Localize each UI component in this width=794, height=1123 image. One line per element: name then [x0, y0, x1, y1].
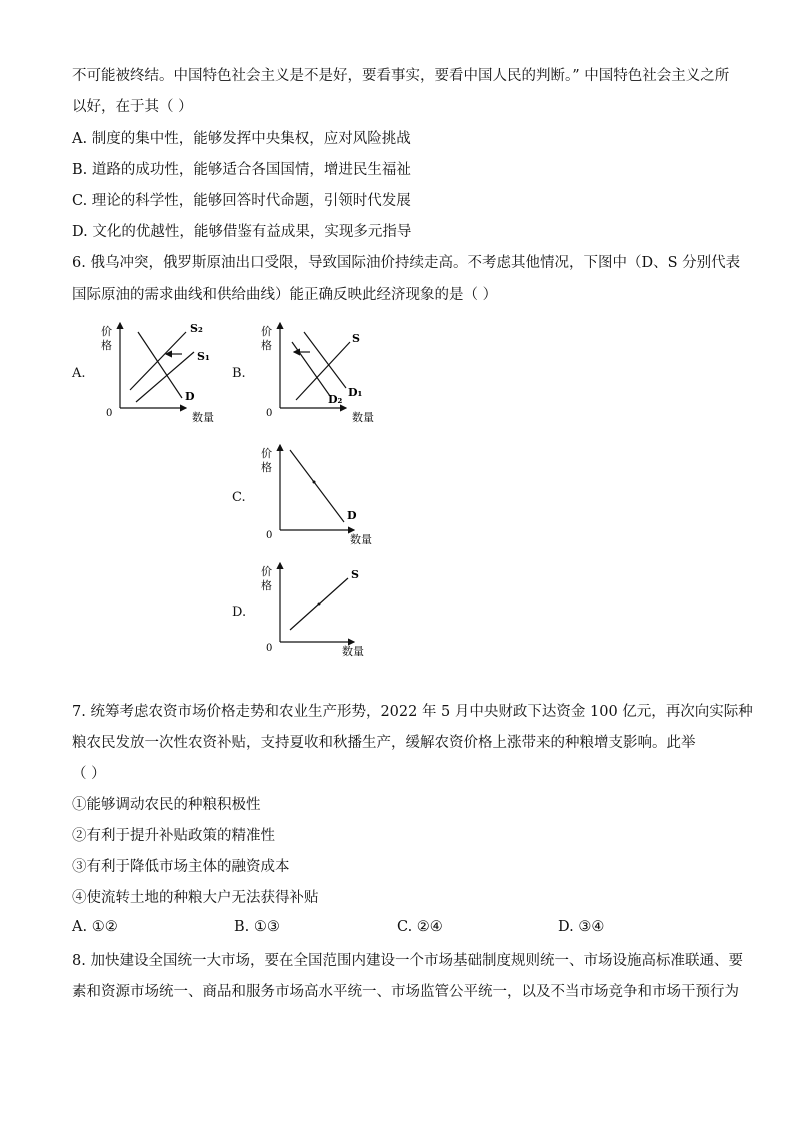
label-d1: D₁ [348, 386, 363, 399]
axis-x-label: 数量 [350, 533, 372, 546]
q7-statement-4: ④使流转土地的种粮大户无法获得补贴 [72, 890, 319, 906]
graph-d-letter: D. [232, 605, 247, 620]
q7-option-d: D. ③④ [558, 919, 605, 935]
q5-stem-line1: 不可能被终结。中国特色社会主义是不是好，要看事实，要看中国人民的判断。” 中国特色社会主义之所 [72, 68, 730, 84]
origin-label: 0 [106, 408, 113, 419]
q5-option-c: C. 理论的科学性，能够回答时代命题，引领时代发展 [72, 193, 411, 209]
q5-option-b: B. 道路的成功性，能够适合各国国情，增进民生福祉 [72, 162, 411, 178]
axis-y-bottom: 格 [101, 339, 112, 352]
label-d2: D₂ [328, 393, 343, 406]
curve-d [138, 332, 182, 398]
axis-y-top: 价 [261, 565, 272, 578]
axis-x-label: 数量 [352, 411, 374, 424]
graph-b [256, 318, 386, 430]
curve-point [313, 481, 316, 484]
q7-option-b: B. ①③ [234, 919, 280, 935]
label-s2: S₂ [190, 322, 203, 335]
q7-option-a: A. ①② [72, 919, 118, 935]
label-s1: S₁ [197, 350, 210, 363]
q7-option-c: C. ②④ [397, 919, 443, 935]
q6-stem-line2: 国际原油的需求曲线和供给曲线）能正确反映此经济现象的是（ ） [72, 287, 498, 303]
q7-stem-line2: 粮农民发放一次性农资补贴，支持夏收和秋播生产，缓解农资价格上涨带来的种粮增支影响。此举 [72, 735, 696, 751]
axis-y-bottom: 格 [261, 461, 272, 474]
q7-stem-line1: 7. 统筹考虑农资市场价格走势和农业生产形势，2022 年 5 月中央财政下达资金 100 亿元，再次向实际种 [72, 704, 753, 720]
label-s: S [352, 332, 360, 345]
q6-stem-line1: 6. 俄乌冲突，俄罗斯原油出口受限，导致国际油价持续走高。不考虑其他情况，下图中（D、S 分别代表 [72, 255, 741, 271]
axis-y-top: 价 [261, 325, 272, 338]
axis-y-bottom: 格 [261, 579, 272, 592]
graph-b-letter: B. [232, 366, 246, 381]
curve-point [318, 603, 321, 606]
q7-stem-line3: （ ） [72, 766, 106, 782]
origin-label: 0 [266, 643, 273, 654]
q7-statement-2: ②有利于提升补贴政策的精准性 [72, 828, 275, 844]
curve-d1 [304, 332, 346, 388]
graph-d [256, 558, 386, 670]
axis-y-top: 价 [101, 325, 112, 338]
q8-stem-line1: 8. 加快建设全国统一大市场，要在全国范围内建设一个市场基础制度规则统一、市场设施高标准联通、要 [72, 953, 743, 969]
label-s: S [351, 568, 359, 581]
q7-statement-3: ③有利于降低市场主体的融资成本 [72, 859, 290, 875]
origin-label: 0 [266, 408, 273, 419]
graph-a [96, 318, 226, 430]
curve-d [290, 450, 344, 522]
graph-a-letter: A. [72, 366, 86, 381]
graph-c-letter: C. [232, 490, 246, 505]
axis-y-top: 价 [261, 447, 272, 460]
axis-x-label: 数量 [192, 411, 214, 424]
axis-x-label: 数量 [342, 645, 364, 658]
q5-option-a: A. 制度的集中性，能够发挥中央集权，应对风险挑战 [72, 131, 411, 147]
label-d: D [185, 390, 195, 403]
axis-y-bottom: 格 [261, 339, 272, 352]
q5-option-d: D. 文化的优越性，能够借鉴有益成果，实现多元指导 [72, 224, 412, 240]
label-d: D [347, 509, 357, 522]
q5-stem-line2: 以好，在于其（ ） [72, 99, 193, 115]
curve-s [296, 342, 350, 400]
graph-c [256, 440, 386, 552]
q7-statement-1: ①能够调动农民的种粮积极性 [72, 797, 261, 813]
q8-stem-line2: 素和资源市场统一、商品和服务市场高水平统一、市场监管公平统一，以及不当市场竞争和市场干预行为 [72, 984, 739, 1000]
origin-label: 0 [266, 530, 273, 541]
